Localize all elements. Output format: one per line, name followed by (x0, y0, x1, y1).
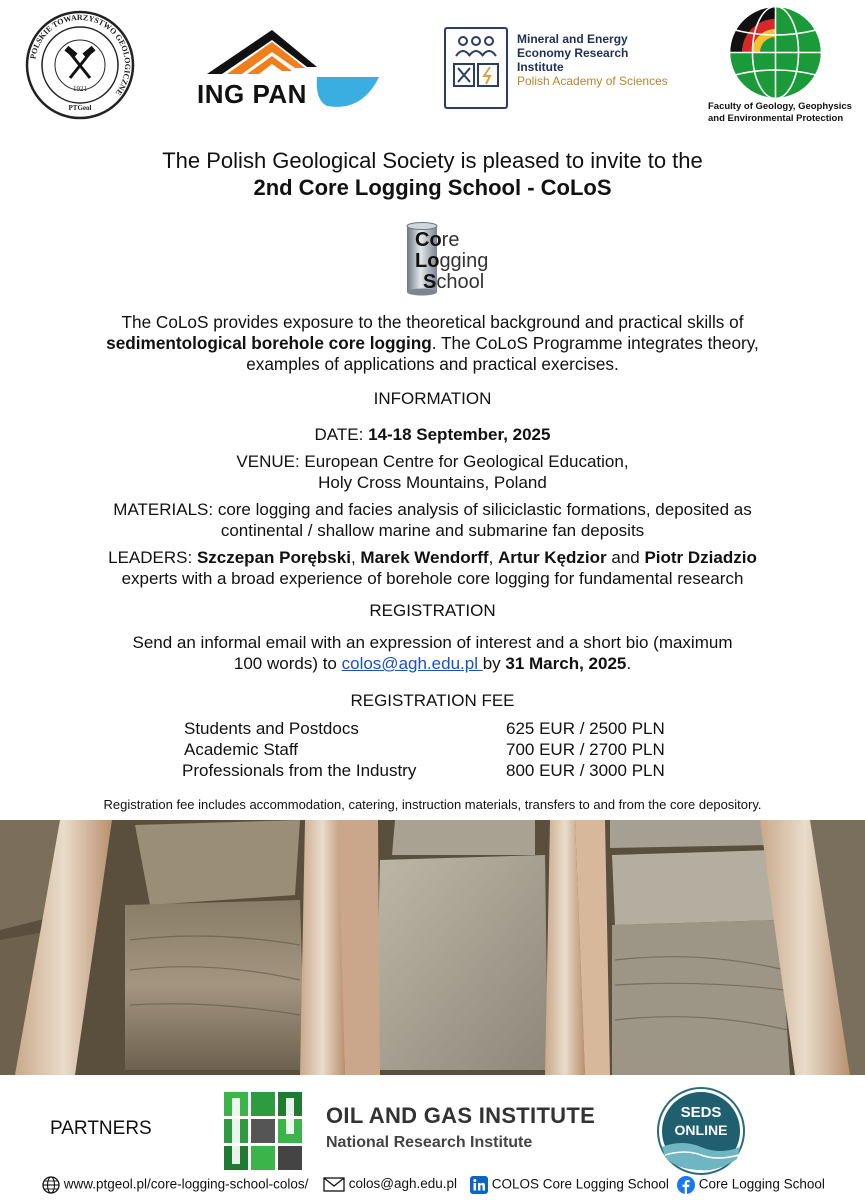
ngi-subtitle: National Research Institute (326, 1134, 533, 1151)
agh-globe-logo (728, 5, 823, 100)
fee-row: Academic Staff (184, 740, 299, 759)
facebook-icon (677, 1176, 695, 1194)
ngi-title: OIL AND GAS INSTITUTE (326, 1103, 596, 1128)
core-boxes-photo (0, 820, 865, 1075)
meeri-logo-text: Mineral and Energy Economy Research Institute Polish Academy of Sciences (517, 32, 668, 88)
leaders: LEADERS: Szczepan Porębski, Marek Wendorff, Artur Kędzior and Piotr Dziadzio experts with a broad experience of borehole core logging for fundamental research (108, 548, 757, 588)
fee-price: 625 EUR / 2500 PLN (506, 719, 665, 738)
fee-heading: REGISTRATION FEE (350, 691, 515, 710)
partners-label: PARTNERS (50, 1118, 152, 1139)
ptgeol-short: PTGeol (68, 104, 92, 112)
date-line: DATE: 14-18 September, 2025 (314, 425, 551, 444)
registration-text: Send an informal email with an expression of interest and a short bio (maximum 100 words) to colos@agh.edu.pl by 31 March, 2025. (132, 633, 733, 673)
registration-heading: REGISTRATION (369, 601, 496, 620)
fee-price: 800 EUR / 3000 PLN (506, 761, 665, 780)
fee-row: Students and Postdocs (184, 719, 359, 738)
ptgeol-year: 1921 (73, 85, 87, 93)
ptgeol-logo (25, 10, 135, 120)
footer-email[interactable]: colos@agh.edu.pl (323, 1176, 457, 1192)
ptgeol-ring-text: POLSKIE TOWARZYSTWO GEOLOGICZNE (28, 12, 133, 98)
fee-price: 700 EUR / 2700 PLN (506, 740, 665, 759)
materials: MATERIALS: core logging and facies analysis of siliciclastic formations, deposited as continental / shallow marine and submarine fan deposits (113, 500, 752, 540)
agh-faculty-text: Faculty of Geology, Geophysics and Environmental Protection (708, 101, 852, 124)
footer-linkedin[interactable]: COLOS Core Logging School (470, 1176, 669, 1194)
ingpan-logo-text: ING PAN (197, 79, 307, 109)
headline-title: 2nd Core Logging School - CoLoS (253, 175, 612, 200)
headline-line1: The Polish Geological Society is pleased to invite to the (162, 148, 703, 173)
headline (0, 147, 865, 201)
footer-facebook[interactable]: Core Logging School (677, 1176, 825, 1194)
globe-icon (42, 1176, 60, 1194)
ngi-logo (224, 1092, 302, 1170)
people-icon (446, 29, 506, 107)
intro-paragraph: The CoLoS provides exposure to the theoretical background and practical skills of sedimentological borehole core logging. The CoLoS Programme integrates theory, examples of applications and practical exercises. (106, 312, 759, 374)
mail-icon (323, 1177, 345, 1192)
registration-email-link[interactable]: colos@agh.edu.pl (341, 654, 483, 673)
seds-line1: SEDS (680, 1104, 722, 1121)
fee-note: Registration fee includes accommodation, catering, instruction materials, transfers to and from the core depository. (103, 797, 762, 812)
footer-website[interactable]: www.ptgeol.pl/core-logging-school-colos/ (42, 1176, 308, 1194)
venue: VENUE: European Centre for Geological Education, Holy Cross Mountains, Poland (236, 452, 629, 492)
fee-row: Professionals from the Industry (182, 761, 417, 780)
colos-logo: Core Logging School (405, 222, 510, 297)
meeri-logo (444, 27, 508, 109)
linkedin-icon (470, 1176, 488, 1194)
seds-online-logo (657, 1087, 745, 1175)
information-heading: INFORMATION (373, 389, 492, 408)
seds-line2: ONLINE (674, 1122, 728, 1138)
